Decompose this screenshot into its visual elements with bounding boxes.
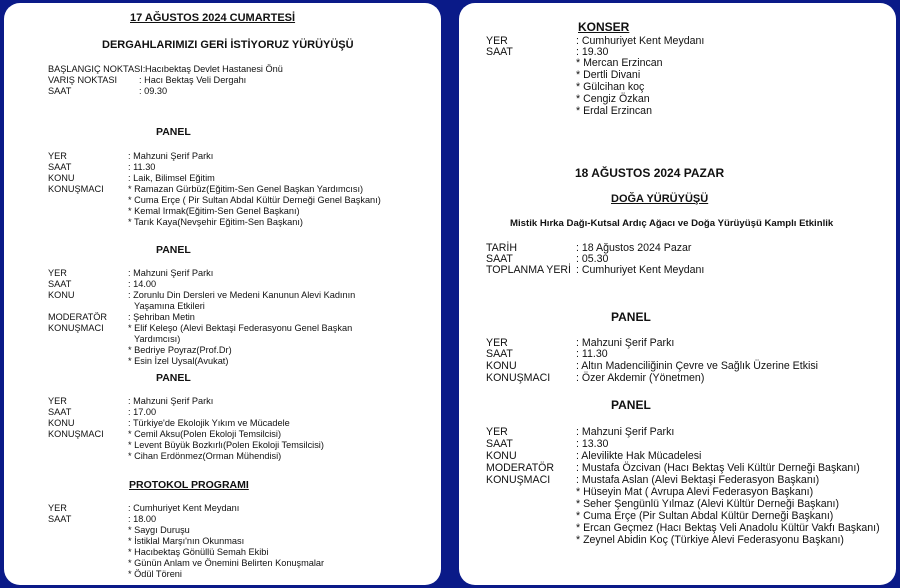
panel-1-speaker-value: : Özer Akdemir (Yönetmen) (576, 372, 705, 384)
walk-subtitle: Mistik Hırka Dağı-Kutsal Ardıç Ağacı ve Doğa Yürüyüşü Kamplı Etkinlik (510, 218, 834, 229)
protocol-yer-label: YER (48, 503, 67, 513)
panel-3-speaker-label: KONUŞMACI (48, 429, 104, 439)
panel-1-speaker: * Kemal Irmak(Eğitim-Sen Genel Başkanı) (128, 206, 300, 216)
panel-3-yer-value: : Mahzuni Şerif Parkı (128, 396, 214, 406)
panel-3-saat-label: SAAT (48, 407, 72, 417)
panel-3-konu-label: KONU (48, 418, 75, 428)
walk-place-label: TOPLANMA YERİ (486, 264, 571, 276)
panel-2-yer-label: YER (486, 426, 508, 438)
protocol-yer-value: : Cumhuriyet Kent Meydanı (128, 503, 240, 513)
panel-2-konu-value: : Zorunlu Din Dersleri ve Medeni Kanunun Alevi Kadının (128, 290, 356, 300)
march-title: DERGAHLARIMIZI GERİ İSTİYORUZ YÜRÜYÜŞÜ (102, 39, 354, 51)
panel-2-konu-value-cont: Yaşamına Etkileri (134, 301, 205, 311)
protocol-saat-value: : 18.00 (128, 514, 157, 524)
panel-2-moderator-value: : Mustafa Özcivan (Hacı Bektaş Veli Kültür Derneği Başkanı) (576, 462, 860, 474)
walk-place-value: : Cumhuriyet Kent Meydanı (576, 264, 705, 276)
walk-saat-value: : 05.30 (576, 253, 609, 265)
panel-1-speaker-label: KONUŞMACI (48, 184, 104, 194)
march-end-label: VARIŞ NOKTASI (48, 75, 118, 85)
panel-1-saat-label: SAAT (486, 348, 513, 360)
concert-artist: * Gülcihan koç (576, 81, 645, 93)
concert-title: KONSER (578, 20, 630, 34)
program-page-right (459, 3, 896, 585)
concert-saat-label: SAAT (486, 46, 513, 58)
panel-2-saat-value: : 14.00 (128, 279, 157, 289)
panel-2-speaker: * Seher Şengünlü Yılmaz (Alevi Kültür Derneği Başkanı) (576, 498, 840, 510)
panel-2-konu-value: : Alevilikte Hak Mücadelesi (576, 450, 702, 462)
panel-2-speaker: : Mustafa Aslan (Alevi Bektaşi Federasyon Başkanı) (576, 474, 820, 486)
panel-2-yer-value: : Mahzuni Şerif Parkı (128, 268, 214, 278)
panel-2-saat-value: : 13.30 (576, 438, 609, 450)
panel-1-speaker: * Cuma Erçe ( Pir Sultan Abdal Kültür Derneği Genel Başkanı) (128, 195, 381, 205)
panel-2-moderator-value: : Şehriban Metin (128, 312, 195, 322)
panel-2-saat-label: SAAT (486, 438, 513, 450)
panel-3-speaker: * Levent Büyük Bozkırlı(Polen Ekoloji Temsilcisi) (128, 440, 324, 450)
march-end-value: : Hacı Bektaş Veli Dergahı (139, 75, 247, 85)
panel-2-yer-value: : Mahzuni Şerif Parkı (576, 426, 675, 438)
concert-artist: * Dertli Divani (576, 69, 641, 81)
panel-1-yer-label: YER (48, 151, 67, 161)
panel-1-saat-label: SAAT (48, 162, 72, 172)
panel-3-saat-value: : 17.00 (128, 407, 157, 417)
panel-2-moderator-label: MODERATÖR (486, 462, 555, 474)
panel-2-speaker: * Elif Keleşo (Alevi Bektaşi Federasyonu Genel Başkan (128, 323, 353, 333)
march-time-label: SAAT (48, 86, 72, 96)
panel-2-title: PANEL (611, 398, 651, 412)
date-heading: 18 AĞUSTOS 2024 PAZAR (575, 166, 725, 180)
panel-2-speaker: * Zeynel Abidin Koç (Türkiye Alevi Federasyonu Başkanı) (576, 534, 844, 546)
panel-2-speaker: * Cuma Erçe (Pir Sultan Abdal Kültür Derneği Başkanı) (576, 510, 834, 522)
walk-saat-label: SAAT (486, 253, 513, 265)
concert-artist: * Cengiz Özkan (576, 93, 650, 105)
panel-1-konu-value: : Altın Madenciliğinin Çevre ve Sağlık Üzerine Etkisi (576, 360, 818, 372)
panel-1-konu-value: : Laik, Bilimsel Eğitim (128, 173, 215, 183)
panel-2-speaker-cont: Yardımcısı) (134, 334, 181, 344)
protocol-saat-label: SAAT (48, 514, 72, 524)
protocol-title: PROTOKOL PROGRAMI (129, 479, 249, 491)
panel-2-speaker: * Esin İzel Uysal(Avukat) (128, 356, 229, 366)
concert-yer-value: : Cumhuriyet Kent Meydanı (576, 35, 705, 47)
concert-artist: * Erdal Erzincan (576, 105, 652, 117)
panel-1-saat-value: : 11.30 (128, 162, 156, 172)
panel-1-yer-value: : Mahzuni Şerif Parkı (128, 151, 214, 161)
panel-2-speaker-label: KONUŞMACI (48, 323, 104, 333)
concert-saat-value: : 19.30 (576, 46, 609, 58)
panel-1-konu-label: KONU (48, 173, 75, 183)
panel-2-speaker-label: KONUŞMACI (486, 474, 551, 486)
march-start-value: Hacıbektaş Devlet Hastanesi Önü (145, 64, 283, 74)
panel-2-speaker: * Bedriye Poyraz(Prof.Dr) (128, 345, 232, 355)
march-time-value: : 09.30 (139, 86, 168, 96)
protocol-item: * Ödül Töreni (128, 569, 182, 579)
panel-1-yer-value: : Mahzuni Şerif Parkı (576, 337, 675, 349)
panel-1-speaker: * Ramazan Gürbüz(Eğitim-Sen Genel Başkan Yardımcısı) (128, 184, 364, 194)
panel-2-konu-label: KONU (486, 450, 517, 462)
panel-2-speaker: * Hüseyin Mat ( Avrupa Alevi Federasyon Başkanı) (576, 486, 814, 498)
panel-3-speaker: * Cemil Aksu(Polen Ekoloji Temsilcisi) (128, 429, 282, 439)
protocol-item: * İstiklal Marşı'nın Okunması (128, 536, 245, 546)
panel-2-konu-label: KONU (48, 290, 75, 300)
program-page-left (4, 3, 441, 585)
date-heading: 17 AĞUSTOS 2024 CUMARTESİ (130, 12, 296, 24)
walk-tarih-label: TARİH (486, 242, 517, 254)
panel-2-yer-label: YER (48, 268, 67, 278)
panel-3-title: PANEL (156, 372, 191, 384)
protocol-item: * Hacıbektaş Gönüllü Semah Ekibi (128, 547, 269, 557)
panel-2-moderator-label: MODERATÖR (48, 312, 108, 322)
panel-3-konu-value: : Türkiye'de Ekolojik Yıkım ve Mücadele (128, 418, 290, 428)
walk-title: DOĞA YÜRÜYÜŞÜ (611, 193, 709, 205)
panel-1-title: PANEL (611, 310, 651, 324)
panel-3-yer-label: YER (48, 396, 67, 406)
panel-2-title: PANEL (156, 244, 191, 256)
panel-1-yer-label: YER (486, 337, 508, 349)
panel-1-speaker: * Tarık Kaya(Nevşehir Eğitim-Sen Başkanı) (128, 217, 303, 227)
panel-2-speaker: * Ercan Geçmez (Hacı Bektaş Veli Anadolu Kültür Vakfı Başkanı) (576, 522, 880, 534)
concert-yer-label: YER (486, 35, 508, 47)
panel-3-speaker: * Cihan Erdönmez(Orman Mühendisi) (128, 451, 282, 461)
panel-1-konu-label: KONU (486, 360, 517, 372)
panel-1-speaker-label: KONUŞMACI (486, 372, 551, 384)
panel-1-saat-value: : 11.30 (576, 348, 608, 360)
march-start-label: BAŞLANGIÇ NOKTASI: (48, 64, 146, 74)
walk-tarih-value: : 18 Ağustos 2024 Pazar (576, 242, 692, 254)
panel-1-title: PANEL (156, 126, 191, 138)
panel-2-saat-label: SAAT (48, 279, 72, 289)
concert-artist: * Mercan Erzincan (576, 57, 663, 69)
protocol-item: * Günün Anlam ve Önemini Belirten Konuşmalar (128, 558, 325, 568)
protocol-item: * Saygı Duruşu (128, 525, 190, 535)
